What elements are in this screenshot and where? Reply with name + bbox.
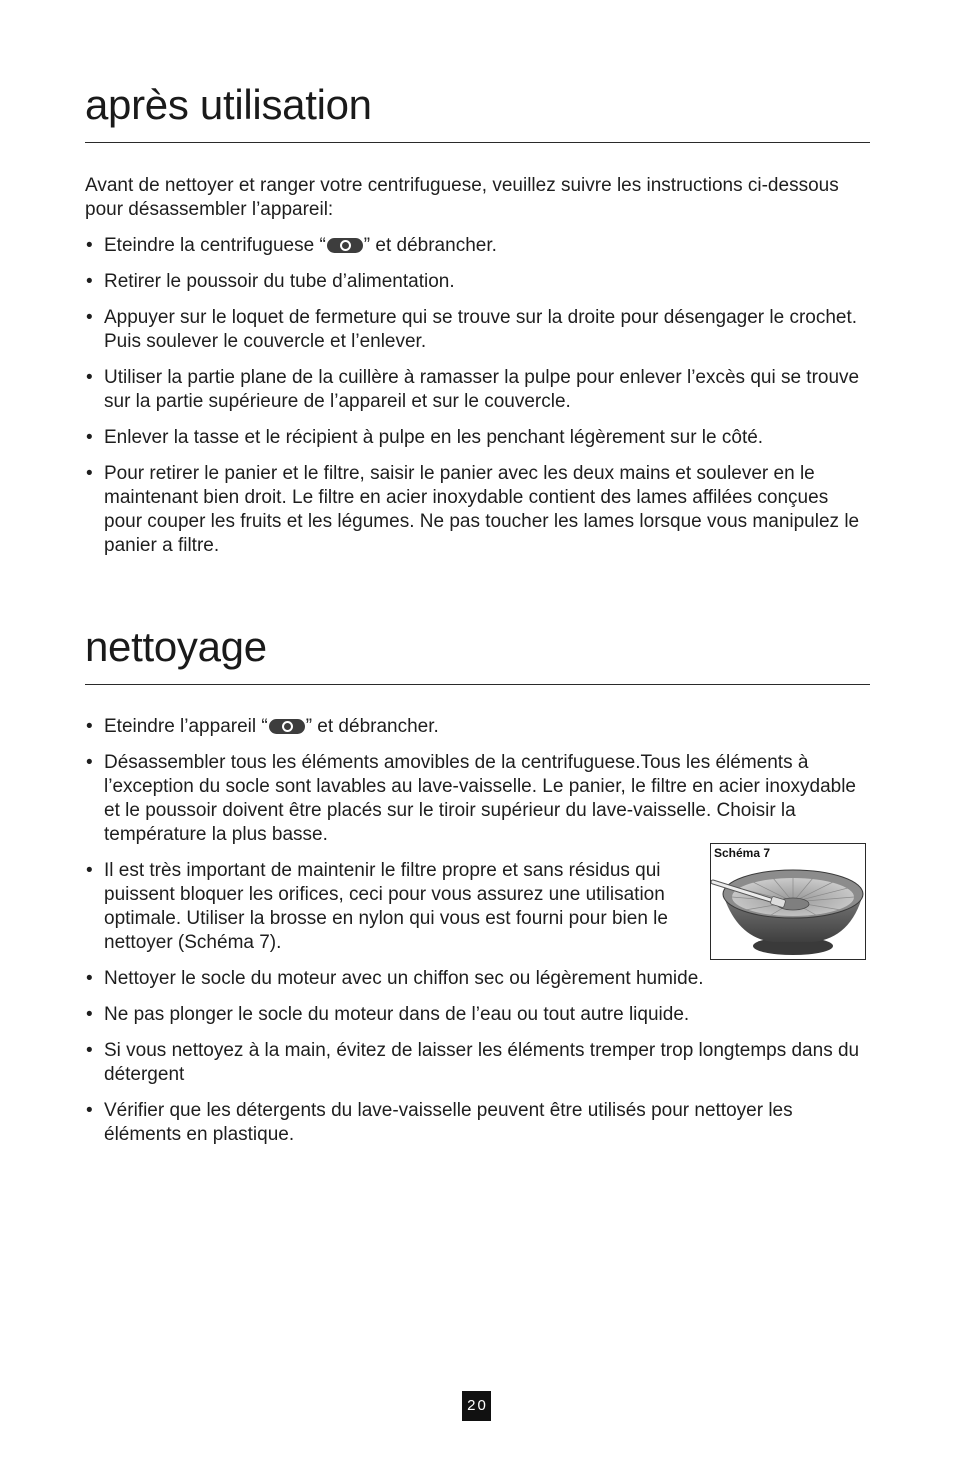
figure-schema-7 xyxy=(710,843,866,960)
page-number: 20 xyxy=(462,1391,491,1421)
section-title: après utilisation xyxy=(85,80,870,143)
instruction-list xyxy=(85,234,870,558)
list-item: • Enlever la tasse et le récipient à pulpe en les penchant légèrement sur le côté. xyxy=(85,426,870,450)
list-item-text: Eteindre la centrifuguese “ xyxy=(104,235,326,256)
power-button-icon xyxy=(269,719,305,734)
list-item xyxy=(85,234,870,258)
list-item-text: Eteindre l’appareil “ xyxy=(104,716,268,737)
list-item: • Si vous nettoyez à la main, évitez de laisser les éléments tremper trop longtemps dans du détergent xyxy=(85,1039,870,1087)
list-item: • Pour retirer le panier et le filtre, saisir le panier avec les deux mains et soulever en le maintenant bien droit. Le filtre en acier inoxydable contient des lames affilées conçues pour couper les fruits et les légumes. Ne pas toucher les lames lorsque vous manipulez le panier a filtre. xyxy=(85,462,870,558)
power-button-icon xyxy=(327,238,363,253)
list-item xyxy=(85,846,870,955)
list-item-text: Il est très important de maintenir le filtre propre et sans résidus qui puissent bloquer les orifices, ceci pour vous assurez une utilisation optimale. Utiliser la brosse en nylon qui vous est fourni pour bien le nettoyer (Schéma 7). xyxy=(104,860,668,953)
section-apres-utilisation xyxy=(85,80,870,570)
list-item-text: ” et débrancher. xyxy=(363,235,497,256)
list-item: • Utiliser la partie plane de la cuillère à ramasser la pulpe pour enlever l’excès qui se trouve sur la partie supérieure de l’appareil et sur le couvercle. xyxy=(85,366,870,414)
section-title: nettoyage xyxy=(85,622,870,685)
list-item: • Nettoyer le socle du moteur avec un chiffon sec ou légèrement humide. xyxy=(85,967,870,991)
list-item: • Ne pas plonger le socle du moteur dans de l’eau ou tout autre liquide. xyxy=(85,1003,870,1027)
figure-label: Schéma 7 xyxy=(714,846,771,860)
list-item: • Désassembler tous les éléments amovibles de la centrifuguese.Tous les éléments à l’exception du socle sont lavables au lave-vaisselle. Le panier, le filtre en acier inoxydable et le poussoir doivent être placés sur le tiroir supérieur du lave-vaisselle. Choisir la température la plus basse. xyxy=(85,751,870,847)
instruction-list xyxy=(85,715,870,1147)
list-item-text: ” et débrancher. xyxy=(305,716,439,737)
list-item: • Retirer le poussoir du tube d’alimentation. xyxy=(85,270,870,294)
list-item xyxy=(85,715,870,739)
filter-basket-photo xyxy=(711,860,865,959)
list-item: • Appuyer sur le loquet de fermeture qui se trouve sur la droite pour désengager le crochet. Puis soulever le couvercle et l’enlever. xyxy=(85,306,870,354)
section-nettoyage xyxy=(85,622,870,1159)
intro-paragraph: Avant de nettoyer et ranger votre centrifuguese, veuillez suivre les instructions ci-dessous pour désassembler l’appareil: xyxy=(85,175,839,220)
list-item: • Vérifier que les détergents du lave-vaisselle peuvent être utilisés pour nettoyer les éléments en plastique. xyxy=(85,1099,870,1147)
